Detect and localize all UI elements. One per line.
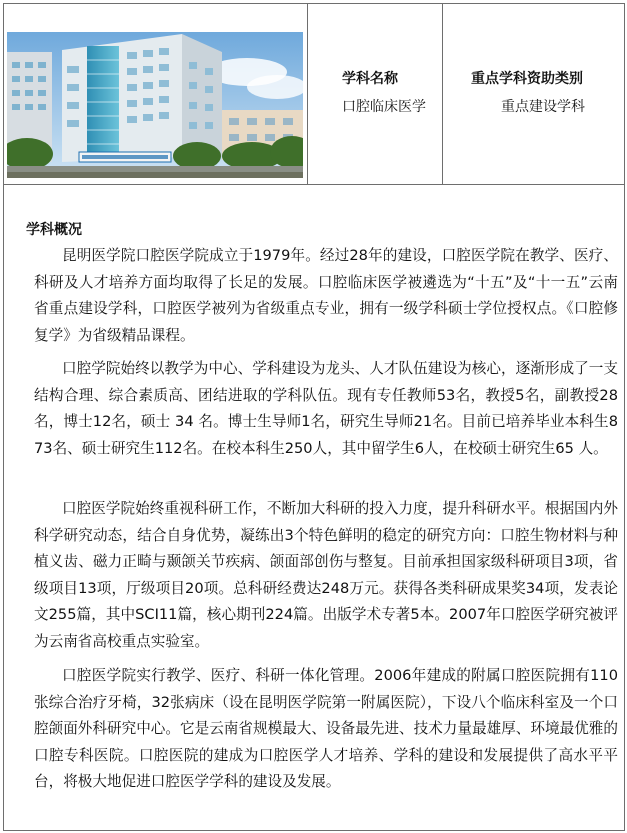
photo-cell	[4, 4, 308, 184]
funding-category-cell	[443, 4, 624, 184]
subject-name-value: 口腔临床医学	[342, 99, 426, 115]
overview-paragraph-4: 口腔医学院实行教学、医疗、科研一体化管理。2006年建成的附属口腔医院拥有110张综合治疗牙椅，32张病床（设在昆明医学院第一附属医院），下设八个临床科室及一个口腔颌面外科研究中心。它是云南省规模最大、设备最先进、技术力量最雄厚、环境最优雅的口腔专科医院。口腔医院的建成为口腔医学人才培养、学科的建设和发展提供了高水平平台，将极大地促进口腔医学学科的建设及发展。	[34, 667, 618, 791]
funding-category-label: 重点学科资助类别	[471, 71, 583, 87]
header-row	[4, 4, 624, 185]
overview-paragraph-3: 口腔医学院始终重视科研工作，不断加大科研的投入力度，提升科研水平。根据国内外科学研究动态，结合自身优势，凝练出3个特色鲜明的稳定的研究方向：口腔生物材料与种植义齿、磁力正畸与颞颌关节疾病、颌面部创伤与整复。目前承担国家级科研项目3项，省级项目13项，厅级项目20项。总科研经费达248万元。获得各类科研成果奖34项，发表论文255篇，其中SCI11篇，核心期刊224篇。出版学术专著5本。2007年口腔医学研究被评为云南省高校重点实验室。	[34, 500, 618, 650]
subject-name-cell	[308, 4, 443, 184]
overview-paragraph-1: 昆明医学院口腔医学院成立于1979年。经过28年的建设，口腔医学院在教学、医疗、科研及人才培养方面均取得了长足的发展。口腔临床医学被遴选为“十五”及“十一五”云南省重点建设学科，口腔医学被列为省级重点专业，拥有一级学科硕士学位授权点。《口腔修复学》为省级精品课程。	[34, 247, 618, 344]
overview-paragraph-2: 口腔学院始终以教学为中心、学科建设为龙头、人才队伍建设为核心，逐渐形成了一支结构合理、综合素质高、团结进取的学科队伍。现有专任教师53名，教授5名，副教授28名，博士12名，硕士 34 名。博士生导师1名，研究生导师21名。目前已培养毕业本科生873名、硕士研究生112名。在校本科生250人，其中留学生6人，在校硕士研究生65 人。	[34, 360, 618, 457]
campus-building-illustration	[7, 32, 303, 178]
info-table	[3, 3, 625, 831]
campus-building-photo	[7, 32, 303, 178]
funding-category-value: 重点建设学科	[501, 99, 585, 115]
overview-title: 学科概况	[26, 222, 82, 238]
subject-name-label: 学科名称	[342, 71, 398, 87]
